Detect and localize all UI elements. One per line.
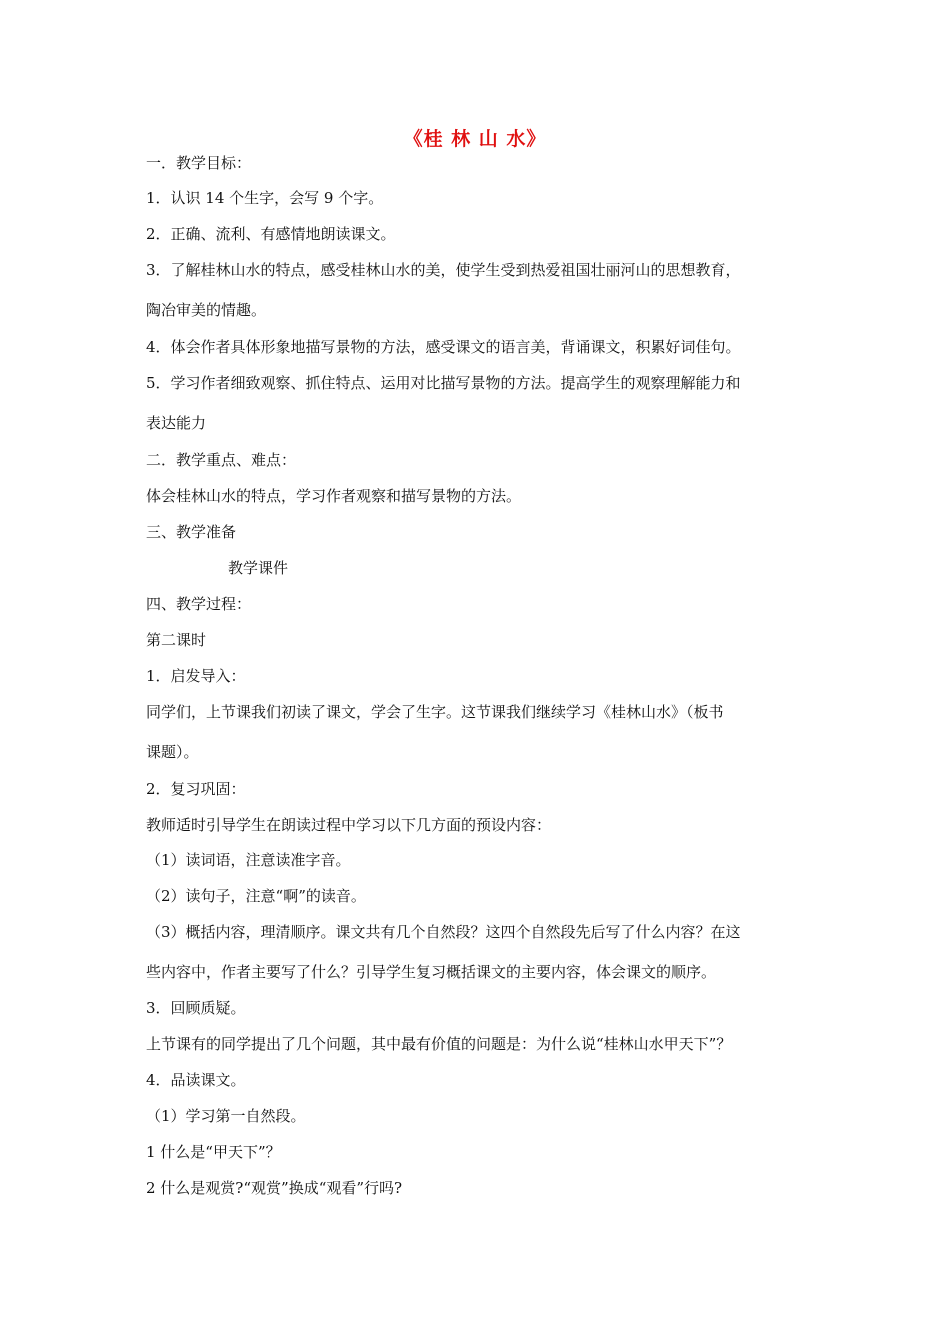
focus-text: 体会桂林山水的特点，学习作者观察和描写景物的方法。 bbox=[146, 487, 522, 505]
step-heading-3: 3．回顾质疑。 bbox=[146, 999, 246, 1017]
goal-item-4: 4．体会作者具体形象地描写景物的方法，感受课文的语言美，背诵课文，积累好词佳句。 bbox=[146, 338, 741, 356]
document-title: 《桂 林 山 水》 bbox=[403, 128, 547, 150]
step-1-text: 同学们，上节课我们初读了课文，学会了生字。这节课我们继续学习《桂林山水》（板书 bbox=[146, 703, 724, 721]
question-1: 1 什么是“甲天下”？ bbox=[146, 1143, 281, 1161]
section-heading-goals: 一．教学目标： bbox=[146, 154, 252, 172]
goal-item-1: 1．认识 14 个生字，会写 9 个字。 bbox=[146, 189, 384, 207]
section-heading-process: 四、教学过程： bbox=[146, 595, 252, 613]
prep-text: 教学课件 bbox=[228, 559, 289, 577]
question-2: 2 什么是观赏?“观赏”换成“观看”行吗? bbox=[146, 1179, 403, 1197]
lesson-period: 第二课时 bbox=[146, 631, 207, 649]
step-3-text: 上节课有的同学提出了几个问题，其中最有价值的问题是：为什么说“桂林山水甲天下”？ bbox=[146, 1035, 732, 1053]
step-2-item-3: （3）概括内容，理清顺序。课文共有几个自然段？这四个自然段先后写了什么内容？在这 bbox=[146, 923, 741, 941]
step-4-item-1: （1）学习第一自然段。 bbox=[146, 1107, 306, 1125]
step-1-text-cont: 课题）。 bbox=[146, 743, 199, 761]
goal-item-3-cont: 陶冶审美的情趣。 bbox=[146, 301, 267, 319]
goal-item-2: 2．正确、流利、有感情地朗读课文。 bbox=[146, 225, 396, 243]
goal-item-5-cont: 表达能力 bbox=[146, 414, 207, 432]
step-heading-4: 4．品读课文。 bbox=[146, 1071, 246, 1089]
step-2-text: 教师适时引导学生在朗读过程中学习以下几方面的预设内容： bbox=[146, 816, 552, 834]
goal-item-3: 3．了解桂林山水的特点，感受桂林山水的美，使学生受到热爱祖国壮丽河山的思想教育， bbox=[146, 261, 741, 279]
step-2-item-1: （1）读词语，注意读准字音。 bbox=[146, 851, 351, 869]
step-2-item-2: （2）读句子，注意“啊”的读音。 bbox=[146, 887, 366, 905]
step-2-item-3-cont: 些内容中，作者主要写了什么？引导学生复习概括课文的主要内容，体会课文的顺序。 bbox=[146, 963, 717, 981]
section-heading-focus: 二．教学重点、难点： bbox=[146, 451, 297, 469]
goal-item-5: 5．学习作者细致观察、抓住特点、运用对比描写景物的方法。提高学生的观察理解能力和 bbox=[146, 374, 741, 392]
step-heading-1: 1．启发导入： bbox=[146, 667, 246, 685]
step-heading-2: 2．复习巩固： bbox=[146, 780, 246, 798]
section-heading-prep: 三、教学准备 bbox=[146, 523, 237, 541]
